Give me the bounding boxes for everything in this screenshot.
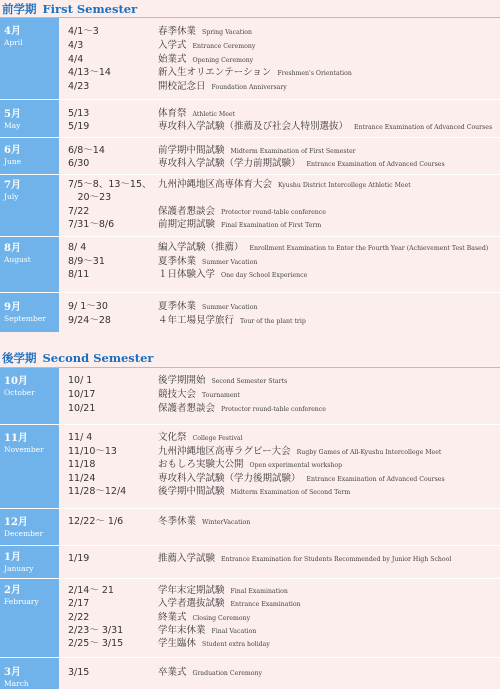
month-label-july: [4, 180, 21, 202]
event-date: 7/31～8/6: [68, 219, 115, 230]
event-en: Foundation Anniversary: [211, 84, 287, 91]
event-jp: 九州沖縄地区高専体育大会: [158, 179, 273, 190]
event-date: 11/28～12/4: [68, 486, 127, 497]
month-en: December: [4, 529, 44, 538]
event-row: [68, 205, 326, 219]
month-label-october: [4, 376, 35, 398]
event-jp: 入学式: [158, 40, 187, 51]
event-date: 2/23～ 3/31: [68, 625, 124, 636]
event-row: [68, 637, 270, 651]
first-semester-title: [2, 1, 137, 17]
event-jp: 始業式: [158, 54, 187, 65]
event-date: 9/24～28: [68, 315, 111, 326]
month-separator: [0, 424, 500, 425]
event-en: Final Examination: [230, 588, 288, 595]
month-separator: [0, 174, 500, 175]
event-en: Entrance Examination of Advanced Courses: [306, 476, 445, 483]
event-en: Student extra holiday: [202, 641, 270, 648]
event-row: [68, 107, 235, 121]
event-date: 4/3: [68, 40, 84, 51]
month-label-may: [4, 109, 21, 131]
event-date: 8/11: [68, 269, 90, 280]
event-jp: 終業式: [158, 612, 187, 623]
event-jp: ４年工場見学旅行: [158, 315, 235, 326]
event-jp: 学年末定期試験: [158, 585, 225, 596]
event-jp: 前学期中間試験: [158, 145, 225, 156]
event-jp: 夏季休業: [158, 256, 197, 267]
event-date: 11/ 4: [68, 432, 93, 443]
event-date: 8/ 4: [68, 242, 87, 253]
event-en: Opening Ceremony: [192, 57, 254, 64]
month-en: September: [4, 314, 46, 323]
event-jp: 体育祭: [158, 108, 187, 119]
month-label-june: [4, 145, 21, 167]
event-en: Final Vacation: [211, 628, 257, 635]
month-en: February: [4, 597, 39, 606]
event-row: [68, 374, 287, 388]
month-jp: 12月: [4, 517, 28, 528]
first-semester-month-column: [0, 18, 59, 332]
month-jp: 3月: [4, 667, 21, 678]
month-jp: 4月: [4, 26, 21, 37]
month-separator: [0, 99, 500, 100]
event-row: [68, 80, 287, 94]
event-date: 1/19: [68, 553, 90, 564]
month-jp: 2月: [4, 585, 21, 596]
event-jp: 専攻科入学試験（学力後期試験）: [158, 473, 301, 484]
event-row: [68, 431, 243, 445]
month-label-march: [4, 667, 29, 689]
second-semester-title-en: Second Semester: [42, 351, 154, 365]
event-en: Protector round-table conference: [221, 406, 326, 413]
event-date: 10/ 1: [68, 375, 93, 386]
month-en: April: [4, 38, 23, 47]
event-jp: 夏季休業: [158, 301, 197, 312]
event-row: [68, 300, 257, 314]
event-row: [68, 666, 262, 680]
event-en: Entrance Ceremony: [192, 43, 256, 50]
event-en: Tour of the plant trip: [240, 318, 306, 325]
event-jp: 保護者懇談会: [158, 206, 216, 217]
event-row: [68, 66, 352, 80]
event-en: Entrance Examination for Students Recommended by Junior High School: [221, 556, 452, 563]
event-row: [68, 268, 307, 282]
month-separator: [0, 657, 500, 658]
event-jp: 競技大会: [158, 389, 197, 400]
month-label-february: [4, 585, 39, 607]
event-date: 8/9～31: [68, 256, 105, 267]
event-row: [68, 402, 326, 416]
event-row: [68, 458, 342, 472]
month-jp: 9月: [4, 302, 21, 313]
event-en: Rugby Games of All-Kyushu Intercollege Meet: [296, 449, 442, 456]
event-date: 6/8～14: [68, 145, 105, 156]
event-row: [68, 597, 301, 611]
first-semester-title-en: First Semester: [42, 2, 138, 16]
event-date: 2/17: [68, 598, 90, 609]
month-label-april: [4, 26, 23, 48]
event-date: 7/22: [68, 206, 90, 217]
month-jp: 1月: [4, 552, 21, 563]
first-semester-title-jp: 前学期: [2, 2, 37, 16]
event-jp: 専攻科入学試験（推薦及び社会人特別選抜）: [158, 121, 349, 132]
month-en: November: [4, 445, 44, 454]
event-en: College Festival: [192, 435, 243, 442]
event-row: [68, 611, 250, 625]
event-row: [68, 157, 445, 171]
event-jp: 新入生オリエンテーション: [158, 67, 272, 78]
event-en: Entrance Examination of Advanced Courses: [354, 124, 493, 131]
event-jp: 編入学試験（推薦）: [158, 242, 244, 253]
event-row: [68, 178, 411, 192]
event-jp: 専攻科入学試験（学力前期試験）: [158, 158, 301, 169]
event-date: 4/23: [68, 81, 90, 92]
month-jp: 8月: [4, 243, 21, 254]
second-semester-title: [2, 350, 153, 366]
month-separator: [0, 578, 500, 579]
event-row: [68, 624, 256, 638]
month-separator: [0, 545, 500, 546]
event-en: WinterVacation: [202, 519, 251, 526]
event-date: 7/5～8、13～15、: [68, 179, 152, 190]
event-row: [68, 515, 250, 529]
month-en: May: [4, 121, 21, 130]
event-date: 6/30: [68, 158, 90, 169]
event-date: 10/21: [68, 403, 96, 414]
month-en: March: [4, 679, 29, 688]
event-row: [68, 120, 492, 134]
event-jp: 前期定期試験: [158, 219, 216, 230]
month-separator: [0, 236, 500, 237]
event-row: [68, 39, 255, 53]
event-en: Athletic Meet: [192, 111, 236, 118]
event-en: One day School Experience: [221, 272, 308, 279]
event-date: 5/19: [68, 121, 90, 132]
event-en: Entrance Examination of Advanced Courses: [306, 161, 445, 168]
event-jp: 卒業式: [158, 667, 187, 678]
event-row: [68, 53, 253, 67]
event-row: [68, 25, 252, 39]
month-label-august: [4, 243, 31, 265]
event-en: Tournament: [202, 392, 241, 399]
event-en: Open experimental workshop: [249, 462, 343, 469]
month-jp: 5月: [4, 109, 21, 120]
month-label-january: [4, 552, 33, 574]
event-row: [68, 191, 158, 205]
month-separator: [0, 508, 500, 509]
event-jp: 入学者選抜試験: [158, 598, 225, 609]
event-date: 3/15: [68, 667, 90, 678]
event-date: 2/14～ 21: [68, 585, 114, 596]
event-date: 2/25～ 3/15: [68, 638, 124, 649]
event-row: [68, 445, 441, 459]
event-date: 11/24: [68, 473, 96, 484]
event-jp: 後学期開始: [158, 375, 206, 386]
event-date: 11/18: [68, 459, 96, 470]
month-separator: [0, 137, 500, 138]
event-en: Protector round-table conference: [221, 209, 326, 216]
event-date: 5/13: [68, 108, 90, 119]
event-en: Closing Ceremony: [192, 615, 251, 622]
second-semester-rule: [0, 367, 500, 368]
event-date: 2/22: [68, 612, 90, 623]
event-date: 4/13～14: [68, 67, 111, 78]
event-en: Midterm Examination of Second Term: [230, 489, 351, 496]
event-en: Graduation Ceremony: [192, 670, 262, 677]
month-label-december: [4, 517, 43, 539]
event-date: 4/1～3: [68, 26, 99, 37]
event-row: [68, 584, 288, 598]
event-row: [68, 255, 257, 269]
event-row: [68, 218, 321, 232]
event-row: [68, 314, 306, 328]
month-en: October: [4, 388, 35, 397]
event-jp: 学年末休業: [158, 625, 206, 636]
month-jp: 7月: [4, 180, 21, 191]
event-en: Entrance Examination: [230, 601, 301, 608]
event-en: Second Semester Starts: [211, 378, 288, 385]
month-en: August: [4, 255, 31, 264]
event-jp: 推薦入学試験: [158, 553, 216, 564]
event-date: 11/10～13: [68, 446, 117, 457]
event-en: Enrollment Examination to Enter the Fourth Year (Achievement Test Based): [249, 245, 489, 252]
event-en: Summer Vacation: [202, 304, 258, 311]
event-jp: 冬季休業: [158, 516, 197, 527]
event-row: [68, 388, 240, 402]
month-en: June: [4, 157, 22, 166]
month-en: January: [4, 564, 34, 573]
month-label-november: [4, 433, 44, 455]
event-jp: 文化祭: [158, 432, 187, 443]
event-en: Final Examination of First Term: [221, 222, 322, 229]
event-row: [68, 552, 451, 566]
month-separator: [0, 292, 500, 293]
event-jp: 九州沖縄地区高専ラグビー大会: [158, 446, 291, 457]
event-jp: 学生臨休: [158, 638, 197, 649]
event-jp: おもしろ実験大公開: [158, 459, 244, 470]
event-date: 10/17: [68, 389, 96, 400]
event-jp: 開校記念日: [158, 81, 206, 92]
event-date: 4/4: [68, 54, 84, 65]
event-en: Spring Vacation: [202, 29, 252, 36]
event-date: 9/ 1～30: [68, 301, 108, 312]
event-date: 12/22～ 1/6: [68, 516, 124, 527]
event-row: [68, 241, 488, 255]
month-label-september: [4, 302, 46, 324]
month-jp: 10月: [4, 376, 28, 387]
event-en: Midterm Examination of First Semester: [230, 148, 356, 155]
event-jp: １日体験入学: [158, 269, 216, 280]
month-en: July: [4, 192, 19, 201]
event-jp: 保護者懇談会: [158, 403, 216, 414]
second-semester-title-jp: 後学期: [2, 351, 37, 365]
event-date: 20～23: [68, 192, 112, 203]
event-row: [68, 144, 356, 158]
event-en: Summer Vacation: [202, 259, 258, 266]
event-jp: 後学期中間試験: [158, 486, 225, 497]
first-semester-rule: [0, 17, 500, 18]
event-jp: 春季休業: [158, 26, 197, 37]
event-en: Kyushu District Intercollege Athletic Meet: [278, 182, 411, 189]
event-row: [68, 472, 445, 486]
month-jp: 11月: [4, 433, 28, 444]
event-row: [68, 485, 350, 499]
event-en: Freshmen's Orientation: [277, 70, 352, 77]
month-jp: 6月: [4, 145, 21, 156]
